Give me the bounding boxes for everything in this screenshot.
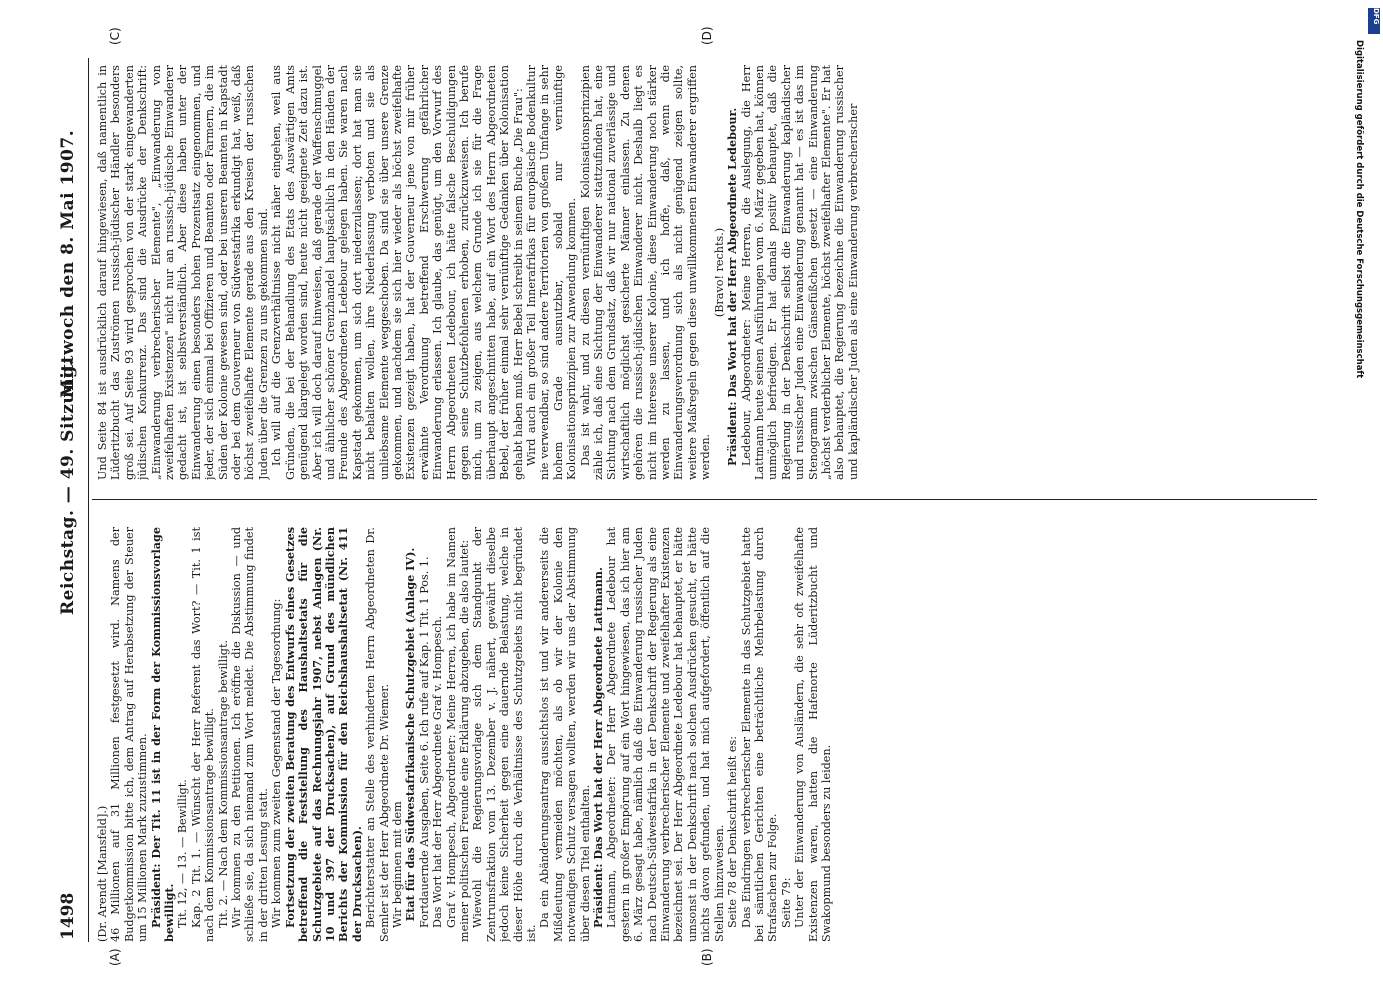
right-text-column (96, 65, 1311, 480)
paragraph: Unter der Einwanderung von Ausländern, die sehr oft zweifelhafte Existenzen waren, hatten die Hafenorte Lüderitzbucht und Swakopmund besonders zu leiden. (793, 527, 833, 942)
page-number: 1498 (58, 892, 78, 940)
paragraph: Das Wort hat der Herr Abgeordnete Graf v. Hompesch. (431, 615, 445, 928)
paragraph: Ich will auf die Grenzverhältnisse nicht näher eingehen, weil aus Gründen, die bei der Behandlung des Etats des Auswärtigen Amts genügend klargelegt worden sind, heute nicht geeignete Zeit dazu ist. Aber ich will doch darauf hinweisen, daß gerade der Waffenschmuggel und ähnlicher schöner Grenzhandel hauptsächlich in den Händen der Freunde des Abgeordneten Ledebour gelegen haben. Sie waren nach Kapstadt gekommen, um sich dort niederzulassen; dort hat man sie nicht behalten wollen, ihre Niederlassung verboten und sie als unliebsame Elemente weggeschoben. Da sind sie über unsere Grenze gekommen, und nachdem sie sich hier wieder als höchst zweifelhafte Existenzen gezeigt haben, hat der Gouverneur jene von mir früher erwähnte Verordnung betreffend Erschwerung gefährlicher Einwanderung erlassen. Ich glaube, das genügt, um den Vorwurf des Herrn Abgeordneten Ledebour, ich hätte falsche Beschuldigungen gegen seine Schutzbefohlenen erhoben, zurückzuweisen. Ich berufe mich, um zu zeigen, aus welchem Grunde ich sie für die Frage überhaupt angeschnitten habe, auf ein Wort des Herrn Abgeordneten Bebel, der früher einmal sehr vernünftige Gedanken über Kolonisation gehabt haben muß. Herr Bebel schreibt in seinem Buche „Die Frau": (270, 65, 525, 480)
paragraph: Tit. 2. — Nach dem Kommissionsantrage bewilligt. (216, 640, 230, 928)
paragraph: Fortdauernde Ausgaben, Seite 6. Ich rufe auf Kap. 1 Tit. 1 Pos. 1. (417, 556, 431, 928)
header-date: Mittwoch den 8. Mai 1907. (58, 129, 78, 398)
paragraph: Berichterstatter an Stelle des verhinderten Herrn Abgeordneten Dr. Semler ist der Herr Abgeordnete Dr. Wiemer. (364, 527, 391, 942)
applause-note: (Bravo! rechts.) (712, 227, 726, 318)
section-heading: Etat für das Südwestafrikanische Schutzgebiet (Anlage IV). (403, 547, 418, 922)
paragraph: Wir kommen zu den Petitionen. Ich eröffne die Diskussion — und schließe sie, da sich niemand zum Wort meldet. Die Abstimmung findet in der dritten Lesung statt. (230, 527, 270, 942)
quote-paragraph: Wird auch ein großer Teil Innerafrikas für europäische Bodenkultur nie verwendbar, so sind andere Territorien von großem Umfange in sehr hohem Grade ausnutzbar, sobald nur vernünftige Kolonisationsprinzipien zur Anwendung kommen. (525, 65, 579, 480)
paragraph: Wir kommen zum zweiten Gegenstand der Tagesordnung: (270, 598, 284, 928)
paragraph: Seite 78 der Denkschrift heißt es: (726, 736, 740, 928)
left-text-column (96, 527, 1311, 942)
paragraph: Das Eindringen verbrecherischer Elemente in das Schutzgebiet hatte bei sämtlichen Gerichten eine beträchtliche Mehrbelastung durch Strafsachen zur Folge. (739, 527, 780, 942)
paragraph: Das ist wahr, und zu diesen vernünftigen Kolonisationsprinzipien zähle ich, daß eine Sichtung der Einwanderer stattzufinden hat, eine Sichtung nach dem Grundsatz, daß wir nur national zuverlässige und wirtschaftlich möglichst gesicherte Männer einlassen. Zu denen gehören die russisch-jüdischen Einwanderer nicht. Deshalb liegt es nicht im Interesse unserer Kolonie, diese Einwanderung noch stärker werden zu lassen, und ich hoffe, daß, wenn die Einwanderungsverordnung sich als nicht genügend zeigen sollte, weitere Maßregeln gegen diese unwillkommenen Einwanderer ergriffen werden. (578, 65, 713, 480)
margin-marker-a: (A) (108, 948, 122, 966)
header-session-title: Reichstag. — 49. Sitzung. (58, 359, 78, 615)
paragraph: Wiewohl die Regierungsvorlage sich dem Standpunkt der Zentrumsfraktion vom 13. Dezember v. J. nähert, gewährt dieselbe jedoch keine Sicherheit gegen eine dauernde Belastung, welche in dieser Höhe durch die Verhältnisse des Schutzgebiets nicht begründet ist. (471, 527, 538, 942)
paragraph: Tit. 12, — 13. — Bewilligt. (176, 779, 190, 928)
margin-marker-d: (D) (700, 26, 714, 45)
dfg-logo-text: DFG (1372, 8, 1380, 25)
paragraph: Lattmann, Abgeordneter: Der Herr Abgeordnete Ledebour hat gestern in großer Empörung auf ein Wort hingewiesen, das ich hier am 6. März gesagt habe, nämlich daß die Einwanderung russischer Juden nach Deutsch-Südwestafrika in der Denkschrift der Regierung als eine Einwanderung verbrecherischer Elemente und zweifelhafter Existenzen bezeichnet sei. Der Herr Abgeordnete Ledebour hat behauptet, er hätte umsonst in der Denkschrift nach solchen Ausdrücken gesucht, er hätte nichts davon gefunden, und hat mich aufgefordert, öffentlich auf die Stellen hinzuweisen. (605, 527, 726, 942)
paragraph: 46 Millionen auf 31 Millionen festgesetzt wird. Namens der Budgetkommission bitte ich, dem Antrag auf Herabsetzung der Steuer um 15 Millionen Mark zuzustimmen. (109, 527, 150, 942)
column-divider (92, 499, 1317, 500)
paragraph: Graf v. Hompesch, Abgeordneter: Meine Herren, ich habe im Namen meiner politischen Freunde eine Erklärung abzugeben, die also lautet: (444, 527, 471, 942)
paragraph: Präsident: Das Wort hat der Herr Abgeordnete Lattmann. (591, 567, 606, 928)
paragraph: Wir beginnen mit dem (390, 801, 404, 928)
paragraph: Seite 79: (779, 877, 793, 928)
digitization-credit (1340, 20, 1370, 980)
agenda-item: Fortsetzung der zweiten Beratung des Entwurfs eines Gesetzes betreffend die Feststellung des Haushaltsetats für die Schutzgebiete auf das Rechnungsjahr 1907, nebst Anlagen (Nr. 10 und 397 der Drucksachen), auf Grund des mündlichen Berichts der Kommission für den Reichshaushaltsetat (Nr. 411 der Drucksachen). (282, 527, 364, 942)
speaker-note: (Dr. Arendt [Mansfeld].) (96, 805, 109, 942)
margin-marker-c: (C) (108, 27, 122, 45)
paragraph: Ledebour, Abgeordneter: Meine Herren, die Auslegung, die Herr Lattmann heute seinen Ausführungen vom 6. März gegeben hat, können unmöglich befriedigen. Er hat damals positiv behauptet, daß die Regierung in der Denkschrift selbst die Einwanderung kapländischer und russischer Juden eine Einwanderung genannt hat — es ist das im Stenogramm zwischen Gänsefüßchen gesetzt — eine Einwanderung „höchst verderblicher Elemente, höchst zweifelhafter Elemente". Er hat also behauptet, die Regierung bezeichne die Einwanderung russischer und kapländischer Juden als eine Einwanderung verbrecherischer (739, 65, 860, 480)
paragraph: Kap. 2 Tit. 1. — Wünscht der Herr Referent das Wort? — Tit. 1 ist nach dem Kommissionsantrage bewilligt. (189, 527, 217, 942)
paragraph: Und Seite 84 ist ausdrücklich darauf hingewiesen, daß namentlich in Lüderitzbucht das Zuströmen russisch-jüdischer Händler besonders groß sei. Auf Seite 93 wird gesprochen von der stark eingewanderten jüdischen Konkurrenz. Das sind die Ausdrücke der Denkschrift: „Einwanderung verbrecherischer Elemente", „Einwanderung von zweifelhaften Existenzen" nicht nur an russisch-jüdische Einwanderer gedacht ist, ist selbstverständlich. Aber diese haben unter der Einwanderung einen besonders hohen Prozentsatz eingenommen, und jeder, der sich einmal bei Offizieren und Beamten oder Farmern, die im Süden der Kolonie gewesen sind, oder bei unseren Beamten in Kapstadt oder bei dem Gouverneur von Südwestafrika erkundigt hat, weiß, daß höchst zweifelhafte Elemente gerade aus den Kreisen der russischen Juden über die Grenzen zu uns gekommen sind. (96, 65, 270, 480)
digitization-note: Digitalisierung gefördert durch die Deutsche Forschungsgemeinschaft (1354, 40, 1364, 379)
header-rule (88, 58, 89, 942)
paragraph: Präsident: Das Wort hat der Herr Abgeordnete Ledebour. (725, 107, 740, 466)
paragraph: Da ein Abänderungsantrag aussichtslos ist und wir andererseits die Mißdeutung vermeiden möchten, als ob wir der Kolonie den notwendigen Schutz versagen wollten, werden wir uns der Abstimmung über diesen Titel enthalten. (538, 527, 592, 942)
margin-marker-b: (B) (700, 948, 714, 966)
paragraph: Präsident: Der Tit. 11 ist in der Form der Kommissionsvorlage bewilligt. (148, 527, 177, 942)
dfg-logo (1368, 8, 1380, 34)
